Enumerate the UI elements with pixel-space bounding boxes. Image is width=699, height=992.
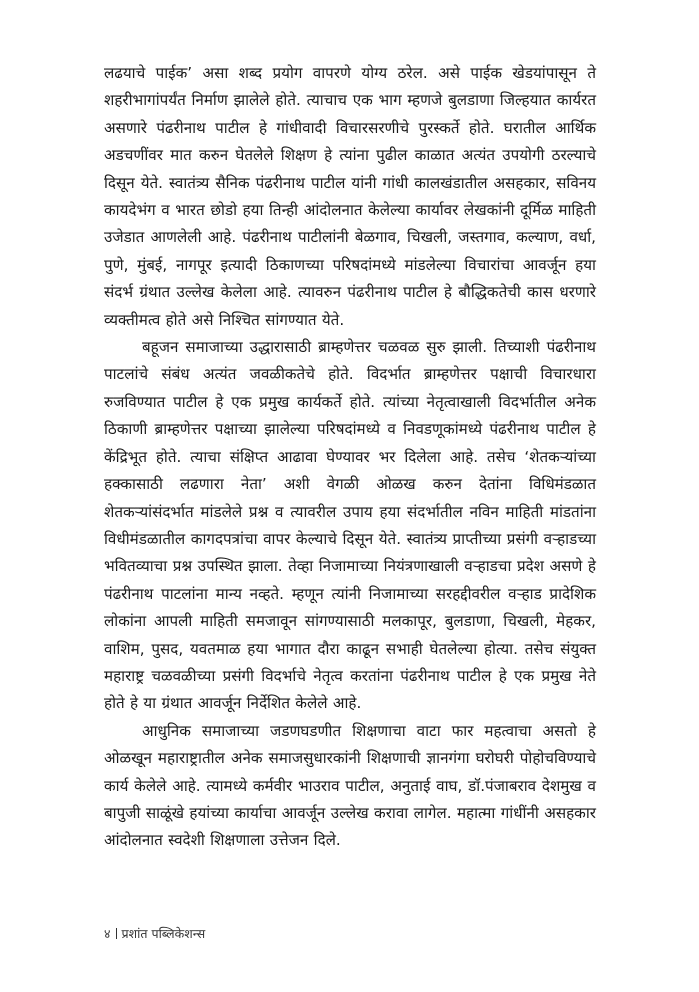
- page-footer: [104, 925, 205, 942]
- page-body: [104, 60, 596, 855]
- paragraph-1: लढयाचे पाईक’ असा शब्द प्रयोग वापरणे योग्य ठरेल. असे पाईक खेडयांपासून ते शहरीभागांपर्यंत निर्माण झालेले होते. त्याचाच एक भाग म्हणजे बुलडाणा जिल्हयात कार्यरत असणारे पंढरीनाथ पाटील हे गांधीवादी विचारसरणीचे पुरस्कर्ते होते. घरातील आर्थिक अडचणींवर मात करुन घेतलेले शिक्षण हे त्यांना पुढील काळात अत्यंत उपयोगी ठरल्याचे दिसून येते. स्वातंत्र्य सैनिक पंढरीनाथ पाटील यांनी गांधी कालखंडातील असहकार, सविनय कायदेभंग व भारत छोडो हया तिन्ही आंदोलनात केलेल्या कार्यावर लेखकांनी दूर्मिळ माहिती उजेडात आणलेली आहे. पंढरीनाथ पाटीलांनी बेळगाव, चिखली, जस्तगाव, कल्याण, वर्धा, पुणे, मुंबई, नागपूर इत्यादी ठिकाणच्या परिषदांमध्ये मांडलेल्या विचारांचा आवर्जून हया संदर्भ ग्रंथात उल्लेख केलेला आहे. त्यावरुन पंढरीनाथ पाटील हे बौद्धिकतेची कास धरणारे व्यक्तीमत्व होते असे निश्चित सांगण्यात येते.: [104, 64, 596, 329]
- paragraph-3: आधुनिक समाजाच्या जडणघडणीत शिक्षणाचा वाटा फार महत्वाचा असतो हे ओळखून महाराष्ट्रातील अनेक समाजसुधारकांनी शिक्षणाची ज्ञानगंगा घरोघरी पोहोचविण्याचे कार्य केलेले आहे. त्यामध्ये कर्मवीर भाउराव पाटील, अनुताई वाघ, डॉ.पंजाबराव देशमुख व बापुजी साळूंखे हयांच्या कार्याचा आवर्जून उल्लेख करावा लागेल. महात्मा गांधींनी असहकार आंदोलनात स्वदेशी शिक्षणाला उत्तेजन दिले.: [104, 721, 596, 850]
- paragraph-2: बहूजन समाजाच्या उद्धारासाठी ब्राम्हणेत्तर चळवळ सुरु झाली. तिच्याशी पंढरीनाथ पाटलांचे संबंध अत्यंत जवळीकतेचे होते. विदर्भात ब्राम्हणेत्तर पक्षाची विचारधारा रुजविण्यात पाटील हे एक प्रमुख कार्यकर्ते होते. त्यांच्या नेतृत्वाखाली विदर्भातील अनेक ठिकाणी ब्राम्हणेत्तर पक्षाच्या झालेल्या परिषदांमध्ये व निवडणूकांमध्ये पंढरीनाथ पाटील हे केंद्रिभूत होते. त्याचा संक्षिप्त आढावा घेण्यावर भर दिलेला आहे. तसेच ‘शेतकऱ्यांच्या हक्कासाठी लढणारा नेता’ अशी वेगळी ओळख करुन देतांना विधिमंडळात शेतकऱ्यांसंदर्भात मांडलेले प्रश्न व त्यावरील उपाय हया संदर्भातील नविन माहिती मांडतांना विधीमंडळातील कागदपत्रांचा वापर केल्याचे दिसून येते. स्वातंत्र्य प्राप्तीच्या प्रसंगी वऱ्हाडच्या भवितव्याचा प्रश्न उपस्थित झाला. तेव्हा निजामाच्या नियंत्रणाखाली वऱ्हाडचा प्रदेश असणे हे पंढरीनाथ पाटलांना मान्य नव्हते. म्हणून त्यांनी निजामाच्या सरहद्दीवरील वऱ्हाड प्रादेशिक लोकांना आपली माहिती समजावून सांगण्यासाठी मलकापूर, बुलडाणा, चिखली, मेहकर, वाशिम, पुसद, यवतमाळ हया भागात दौरा काढून सभाही घेतलेल्या होत्या. तसेच संयुक्त महाराष्ट्र चळवळीच्या प्रसंगी विदर्भाचे नेतृत्व करतांना पंढरीनाथ पाटील हे एक प्रमुख नेते होते हे या ग्रंथात आवर्जून निर्देशित केलेले आहे.: [104, 338, 596, 713]
- footer-separator: [116, 928, 117, 939]
- publisher-name: प्रशांत पब्लिकेशन्स: [121, 926, 206, 941]
- page-number: ४: [104, 926, 111, 941]
